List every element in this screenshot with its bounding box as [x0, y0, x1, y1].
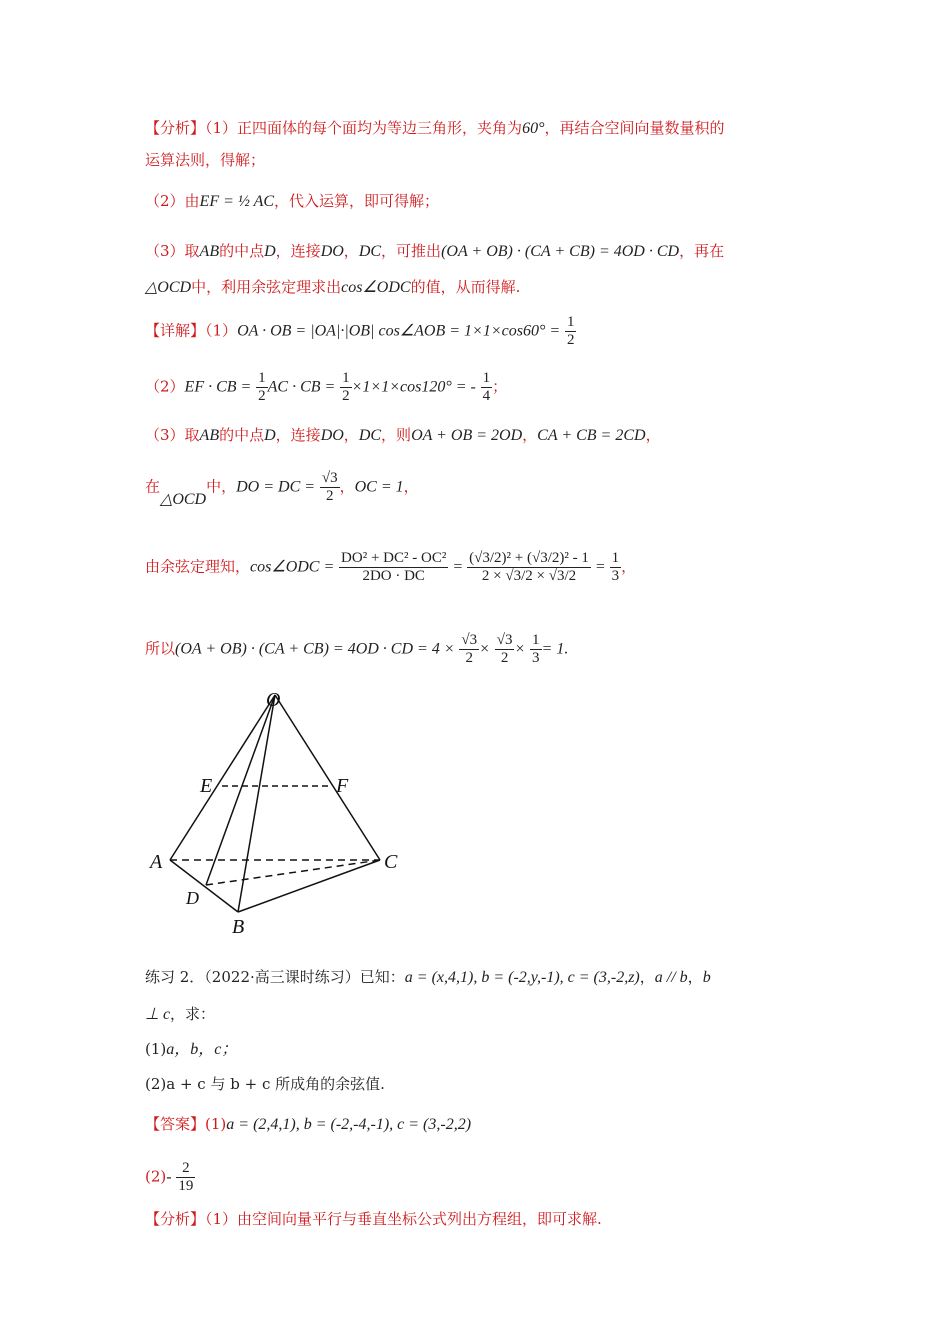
label-C: C: [384, 851, 398, 873]
edge-BC: [238, 860, 380, 912]
detail-line-4: 在△OCD中，DO = DC = $\frac{√3}{2}$ ，OC = 1，: [145, 470, 419, 508]
detail-line-2: （2）EF · CB = $\frac{1}{2}$ AC · CB = $\frac{1}{2}$ ×1×1×cos120° = - $\frac{1}{4}$ ；: [145, 370, 508, 404]
analysis-line-1: 【分析】（1）正四面体的每个面均为等边三角形，夹角为60°，再结合空间向量数量积的: [145, 119, 725, 137]
analysis-line-2: 运算法则，得解；: [145, 151, 266, 169]
label-E: E: [200, 775, 213, 797]
exercise-q1: (1)a，b，c；: [145, 1040, 238, 1058]
fraction: $\frac{1}{2}$: [566, 314, 575, 348]
analysis2-line: 【分析】（1）由空间向量平行与垂直坐标公式列出方程组，即可求解.: [145, 1210, 602, 1228]
fraction: $\frac{√3}{2}$: [321, 470, 338, 504]
detail-line-6: 所以(OA + OB) · (CA + CB) = 4OD · CD = 4 × $\frac{√3}{2}$ × $\frac{√3}{2}$ × $\frac{1}{3}$ = 1.: [145, 632, 569, 666]
detail-line-1: 【详解】（1）OA · OB = |OA|·|OB| cos∠AOB = 1×1×cos60° = $\frac{1}{2}$: [145, 314, 575, 348]
exercise-q2: (2)a + c 与 b + c 所成角的余弦值.: [145, 1075, 385, 1093]
analysis-tag: 【分析】: [145, 119, 206, 137]
edge-OA: [170, 695, 275, 860]
detail-line-5: 由余弦定理知，cos∠ODC = $\frac{\text{DO² + DC² - OC²}}{2DO \cdot DC}$ = $\frac{\text{(√3/2)² + (√3/2)² - 1}}{2 \times √3/2 \times √3/2}$ = $\frac{1}{3}$ ，: [145, 550, 637, 584]
exercise-line-2: ⊥ c，求：: [145, 1005, 216, 1023]
answer-tag: 【答案】: [145, 1115, 206, 1133]
fraction: $\frac{\text{DO² + DC² - OC²}}{2DO \cdot DC}$: [341, 550, 447, 584]
answer-line-1: 【答案】(1)a = (2,4,1), b = (-2,-4,-1), c = (3,-2,2): [145, 1115, 472, 1133]
fraction: $\frac{1}{4}$: [482, 370, 491, 404]
answer-line-2: (2)- $\frac{2}{19}$: [145, 1160, 194, 1194]
analysis2-tag: 【分析】: [145, 1210, 206, 1228]
analysis-line-3: （2）由EF = ½ AC，代入运算，即可得解；: [145, 192, 440, 210]
label-D: D: [186, 888, 199, 908]
edge-OC: [275, 695, 380, 860]
label-B: B: [232, 916, 245, 938]
detail-line-3: （3）取AB的中点D，连接DO，DC，则OA + OB = 2OD，CA + CB = 2CD，: [145, 426, 661, 444]
fraction: $\frac{1}{3}$: [532, 632, 540, 666]
label-O: O: [266, 689, 281, 711]
label-F: F: [336, 775, 349, 797]
edge-DC: [206, 860, 380, 885]
fraction: $\frac{1}{2}$: [342, 370, 350, 404]
fraction: $\frac{\text{(√3/2)² + (√3/2)² - 1}}{2 \times √3/2 \times √3/2}$: [469, 550, 589, 584]
fraction: $\frac{√3}{2}$: [496, 632, 513, 666]
exercise-line-1: 练习 2．（2022·高三课时练习）已知：a = (x,4,1), b = (-2,y,-1), c = (3,-2,z)，a // b，b: [145, 968, 711, 986]
label-A: A: [150, 851, 163, 873]
analysis-line-5: △OCD中，利用余弦定理求出cos∠ODC的值，从而得解.: [145, 278, 521, 296]
detail-tag: 【详解】: [145, 321, 206, 340]
edge-AB: [170, 860, 238, 912]
fraction: $\frac{1}{3}$: [611, 550, 620, 584]
fraction: $\frac{√3}{2}$: [461, 632, 478, 666]
fraction: $\frac{2}{19}$: [178, 1160, 194, 1194]
edge-OD: [206, 695, 275, 885]
fraction: $\frac{1}{2}$: [258, 370, 266, 404]
analysis-line-4: （3）取AB的中点D，连接DO，DC，可推出(OA + OB) · (CA + CB) = 4OD · CD，再在: [145, 242, 725, 260]
tetrahedron-figure: [140, 680, 420, 940]
